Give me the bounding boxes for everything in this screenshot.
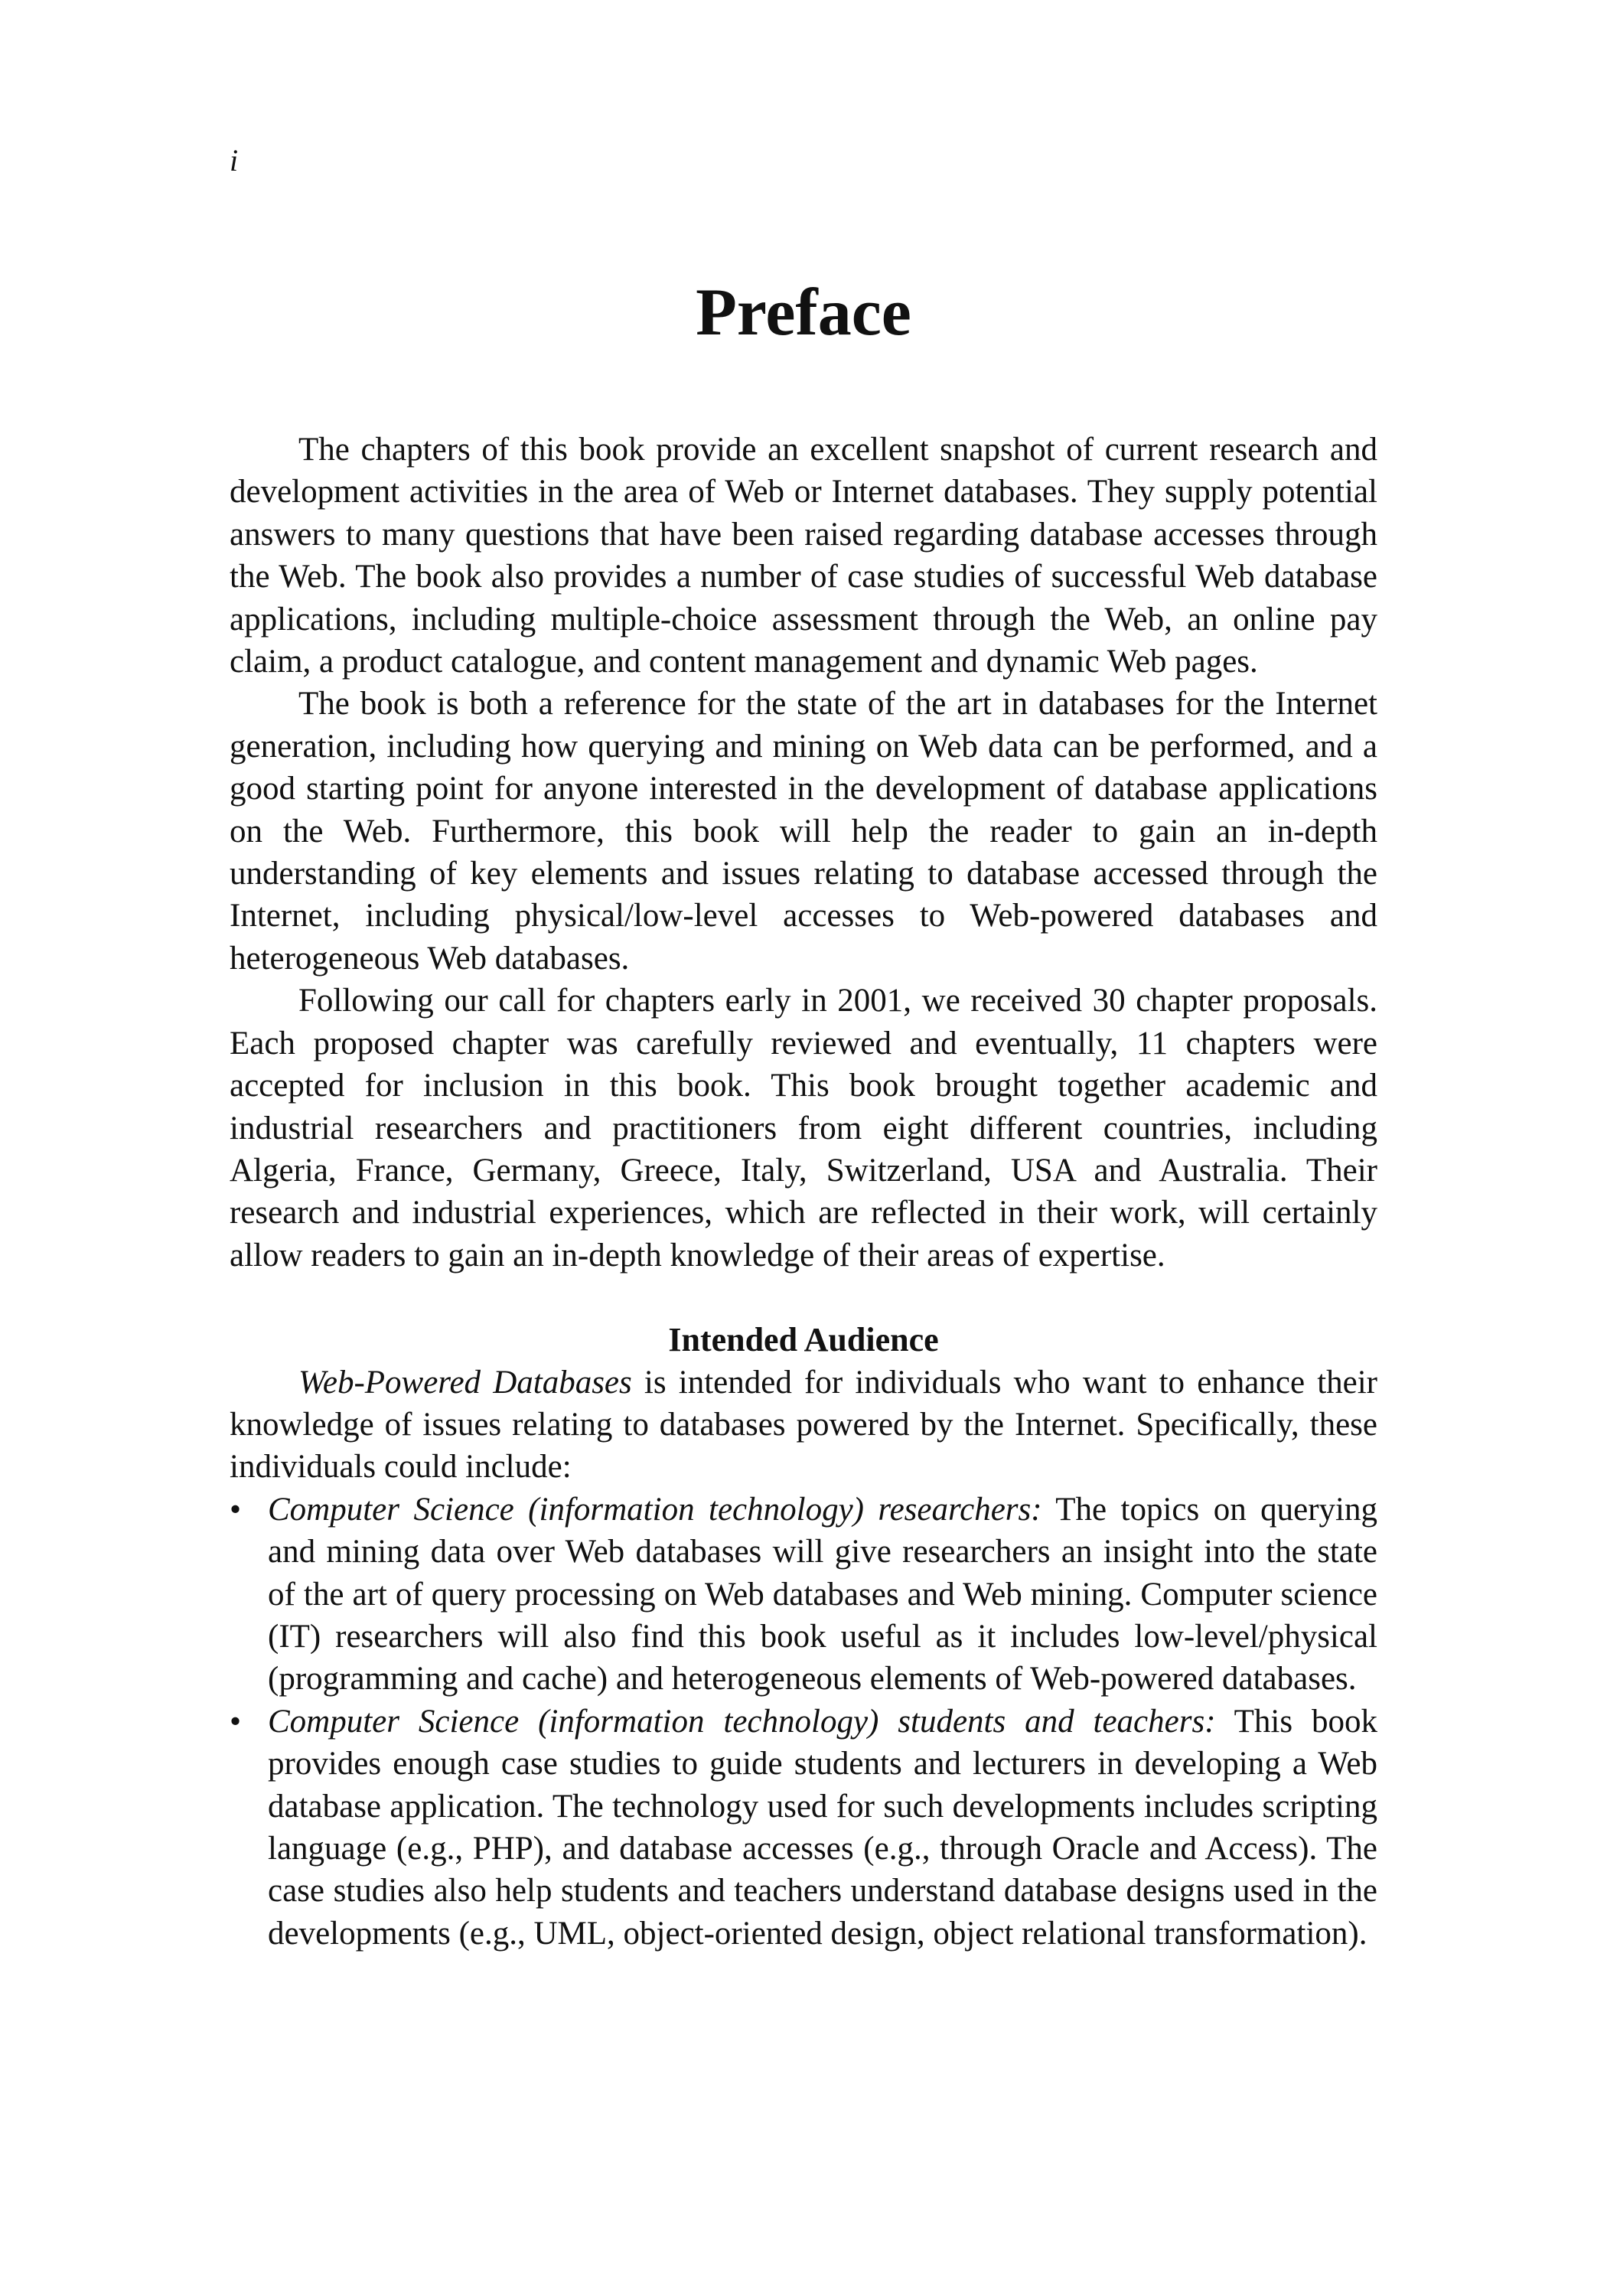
page-title: Preface	[696, 276, 911, 350]
bullet-icon: •	[230, 1491, 242, 1528]
list-item	[230, 1701, 1377, 1955]
book-title-reference: Web-Powered Databases	[298, 1364, 632, 1401]
list-item-text: The topics on querying and mining data over Web databases will give researchers an insight into the state of the art of query processing on Web databases and Web mining. Computer science (IT) researchers will also find this book useful as it includes low-level/physical (programming and cache) and heterogeneous elements of Web-powered databases.	[268, 1491, 1377, 1698]
section-heading-intended-audience: Intended Audience	[668, 1321, 939, 1359]
paragraph-intro-1: The chapters of this book provide an excellent snapshot of current research and development activities in the area of Web or Internet databases. They supply potential answers to many questions that have been raised regarding database accesses through the Web. The book also provides a number of case studies of successful Web database applications, including multiple-choice assessment through the Web, an online pay claim, a product catalogue, and content management and dynamic Web pages.	[230, 432, 1377, 680]
audience-intro-text: is intended for individuals who want to enhance their knowledge of issues relating to databases powered by the Internet. Specifically, these individuals could include:	[230, 1364, 1378, 1486]
paragraph-intro-2: The book is both a reference for the state of the art in databases for the Internet generation, including how querying and mining on Web data can be performed, and a good starting point for anyone interested in the development of database applications on the Web. Furthermore, this book will help the reader to gain an in-depth understanding of key elements and issues relating to database accessed through the Internet, including physical/low-level accesses to Web-powered databases and heterogeneous Web databases.	[230, 686, 1377, 977]
paragraph-audience-intro	[230, 1362, 1377, 1489]
page-number: i	[230, 143, 239, 178]
bullet-icon: •	[230, 1703, 242, 1740]
list-item-text: This book provides enough case studies to guide students and lecturers in developing a Web database application. The technology used for such developments includes scripting language (e.g., PHP), and database accesses (e.g., through Oracle and Access). The case studies also help students and teachers understand database designs used in the developments (e.g., UML, object-oriented design, object relational transformation).	[268, 1703, 1377, 1952]
list-item-lead: Computer Science (information technology) researchers:	[268, 1491, 1042, 1528]
page-body	[230, 429, 1377, 1955]
list-item	[230, 1489, 1377, 1701]
list-item-lead: Computer Science (information technology) students and teachers:	[268, 1703, 1216, 1740]
audience-list	[230, 1489, 1377, 1955]
paragraph-intro-3: Following our call for chapters early in 2001, we received 30 chapter proposals. Each proposed chapter was carefully reviewed and eventually, 11 chapters were accepted for inclusion in this book. This book brought together academic and industrial researchers and practitioners from eight different countries, including Algeria, France, Germany, Greece, Italy, Switzerland, USA and Australia. Their research and industrial experiences, which are reflected in their work, will certainly allow readers to gain an in-depth knowledge of their areas of expertise.	[230, 983, 1377, 1274]
